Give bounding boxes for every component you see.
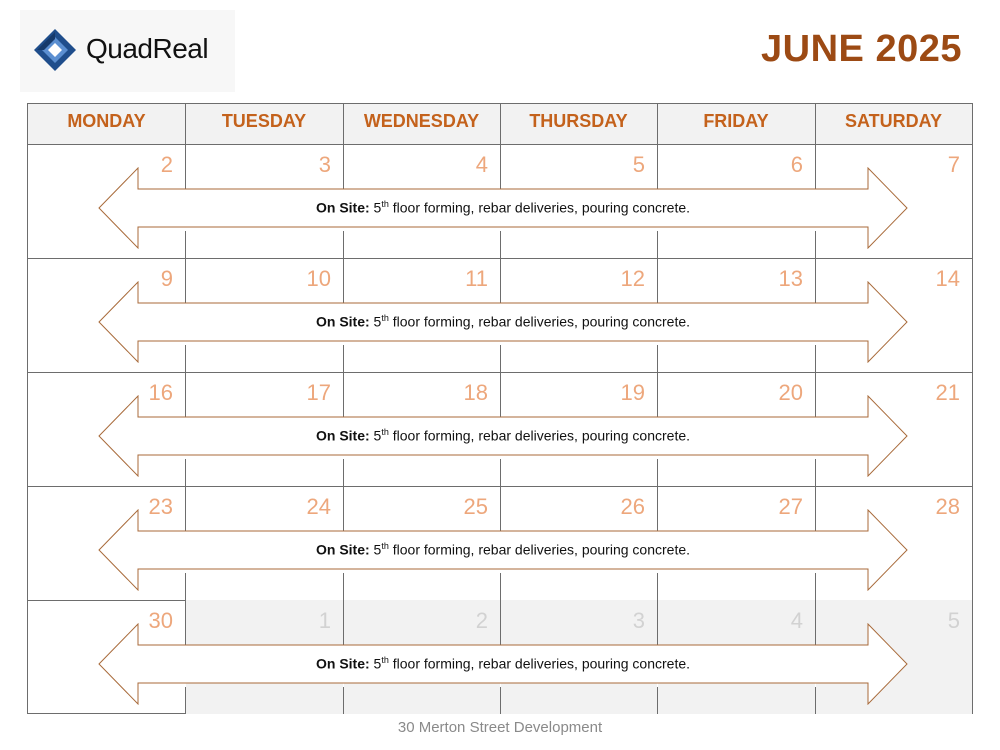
day-number[interactable]: 28	[935, 494, 960, 519]
day-header-monday: MONDAY	[67, 111, 146, 131]
day-header-wednesday: WEDNESDAY	[363, 111, 480, 131]
day-number[interactable]: 24	[306, 494, 331, 519]
on-site-note	[98, 313, 908, 330]
footer-text: 30 Merton Street Development	[397, 719, 603, 736]
day-number[interactable]: 23	[148, 494, 173, 519]
activity-text: floor forming, rebar deliveries, pouring concrete.	[388, 427, 691, 444]
day-number[interactable]: 18	[463, 380, 488, 405]
activity-text: floor forming, rebar deliveries, pouring concrete.	[388, 541, 691, 558]
day-number[interactable]: 4	[790, 608, 803, 633]
day-number[interactable]: 17	[306, 380, 331, 405]
quadreal-logo-icon	[33, 28, 77, 72]
day-number[interactable]: 1	[318, 608, 331, 633]
header-divider	[815, 104, 816, 144]
ordinal-suffix: th	[381, 313, 389, 323]
day-number[interactable]: 13	[778, 266, 803, 291]
on-site-note	[98, 655, 908, 672]
on-site-label: On Site:	[315, 313, 370, 330]
day-header-friday: FRIDAY	[703, 111, 769, 131]
day-number[interactable]: 16	[148, 380, 173, 405]
floor-number: 5	[373, 313, 382, 330]
day-number[interactable]: 5	[947, 608, 960, 633]
day-number[interactable]: 27	[778, 494, 803, 519]
activity-text: floor forming, rebar deliveries, pouring concrete.	[388, 313, 691, 330]
day-number[interactable]: 6	[790, 152, 803, 177]
day-number[interactable]: 12	[620, 266, 645, 291]
day-header-thursday: THURSDAY	[529, 111, 628, 131]
day-number[interactable]: 30	[148, 608, 173, 633]
day-number[interactable]: 2	[475, 608, 488, 633]
day-number[interactable]: 5	[632, 152, 645, 177]
activity-text: floor forming, rebar deliveries, pouring concrete.	[388, 199, 691, 216]
ordinal-suffix: th	[381, 541, 389, 551]
activity-text: floor forming, rebar deliveries, pouring concrete.	[388, 655, 691, 672]
on-site-note	[98, 427, 908, 444]
day-number[interactable]: 21	[935, 380, 960, 405]
day-number[interactable]: 3	[632, 608, 645, 633]
day-number[interactable]: 20	[778, 380, 803, 405]
ordinal-suffix: th	[381, 427, 389, 437]
day-number[interactable]: 11	[465, 266, 488, 291]
day-number[interactable]: 14	[935, 266, 960, 291]
floor-number: 5	[373, 655, 382, 672]
ordinal-suffix: th	[381, 655, 389, 665]
day-number[interactable]: 26	[620, 494, 645, 519]
header-divider	[185, 104, 186, 144]
calendar-grid	[27, 103, 973, 714]
day-number[interactable]: 7	[947, 152, 960, 177]
on-site-label: On Site:	[315, 199, 370, 216]
on-site-note	[98, 541, 908, 558]
on-site-label: On Site:	[315, 655, 370, 672]
day-header-saturday: SATURDAY	[844, 111, 942, 131]
day-number[interactable]: 9	[160, 266, 173, 291]
floor-number: 5	[373, 199, 382, 216]
header-divider	[343, 104, 344, 144]
day-number[interactable]: 25	[463, 494, 488, 519]
day-number[interactable]: 4	[475, 152, 488, 177]
day-number[interactable]: 10	[306, 266, 331, 291]
on-site-label: On Site:	[315, 427, 370, 444]
brand-name: QuadReal	[86, 33, 209, 64]
page-title: JUNE 2025	[761, 28, 962, 70]
floor-number: 5	[373, 541, 382, 558]
on-site-note	[98, 199, 908, 216]
day-header-tuesday: TUESDAY	[221, 111, 307, 131]
day-number[interactable]: 3	[318, 152, 331, 177]
day-number[interactable]: 19	[620, 380, 645, 405]
header-divider	[657, 104, 658, 144]
ordinal-suffix: th	[381, 199, 389, 209]
floor-number: 5	[373, 427, 382, 444]
day-number[interactable]: 2	[160, 152, 173, 177]
header-divider	[500, 104, 501, 144]
on-site-label: On Site:	[315, 541, 370, 558]
